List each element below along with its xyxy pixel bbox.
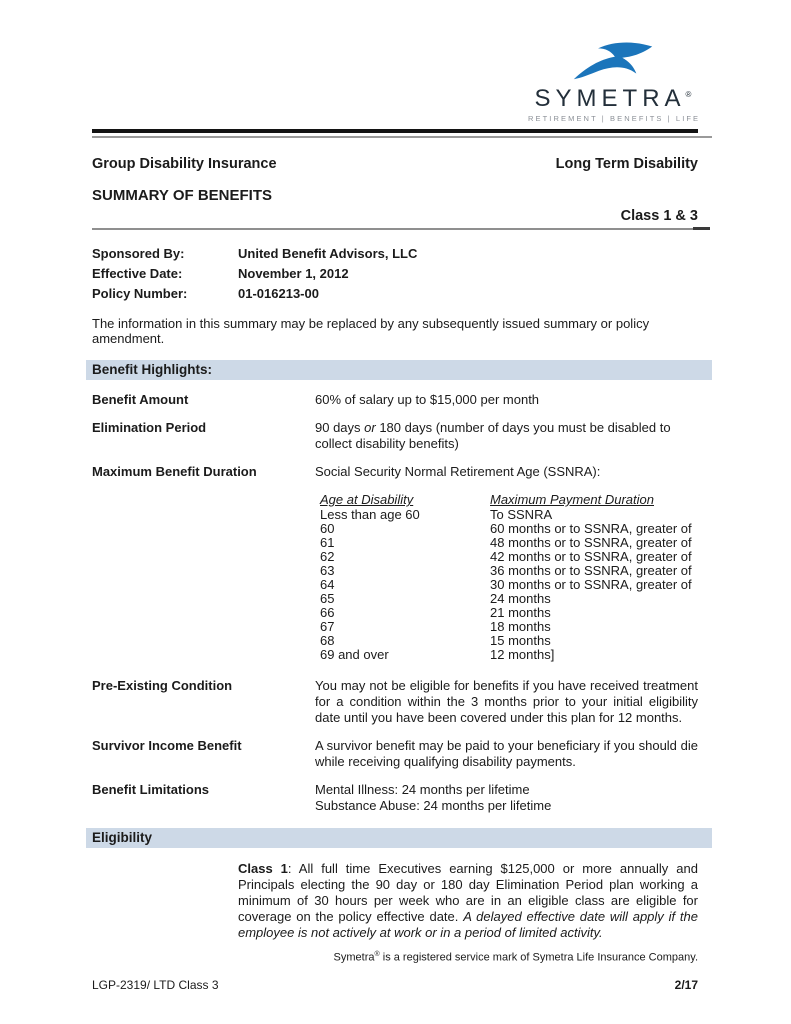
duration-table-row bbox=[320, 648, 698, 662]
pre-existing-condition-row bbox=[92, 678, 698, 726]
product-title-row bbox=[92, 156, 698, 172]
elimination-period-row bbox=[92, 420, 698, 452]
pre-existing-condition-value: You may not be eligible for benefits if you have received treatment for a condition within the 3 months prior to your initial eligibility date until you have been covered under this plan for 12 months. bbox=[315, 678, 698, 725]
symetra-bird-icon bbox=[567, 40, 659, 82]
policy-row-sponsor bbox=[92, 244, 698, 264]
policy-row-effective-date bbox=[92, 264, 698, 284]
effective-date-value: November 1, 2012 bbox=[238, 266, 349, 281]
age-header-text: Age at Disability bbox=[320, 492, 414, 507]
duration-cell: 12 months] bbox=[490, 647, 555, 662]
policy-row-policy-number bbox=[92, 284, 698, 304]
duration-table-row bbox=[320, 606, 698, 620]
age-header-cell bbox=[320, 492, 490, 507]
duration-cell: 30 months or to SSNRA, greater of bbox=[490, 577, 692, 592]
age-cell: 68 bbox=[320, 633, 335, 648]
elimination-period-value bbox=[315, 420, 698, 452]
duration-table bbox=[320, 492, 698, 662]
brand-tagline: RETIREMENT | BENEFITS | LIFE bbox=[528, 114, 701, 123]
age-cell: 66 bbox=[320, 605, 335, 620]
duration-header-text: Maximum Payment Duration bbox=[490, 492, 654, 507]
age-cell: Less than age 60 bbox=[320, 507, 420, 522]
benefit-limitations-label: Benefit Limitations bbox=[92, 782, 210, 797]
benefit-amount-value: 60% of salary up to $15,000 per month bbox=[315, 392, 540, 407]
duration-table-row bbox=[320, 620, 698, 634]
class-rule bbox=[92, 228, 698, 230]
duration-header-cell bbox=[490, 492, 698, 507]
duration-cell: 48 months or to SSNRA, greater of bbox=[490, 535, 692, 550]
duration-table-row bbox=[320, 550, 698, 564]
duration-table-row bbox=[320, 508, 698, 522]
substance-abuse-limit: Substance Abuse: 24 months per lifetime bbox=[315, 798, 552, 813]
class1-text: : All full time Executives earning $125,000 or more annually and Principals electing the 90 day or 180 day Elimination Period plan working a minimum of 30 hours per week who are in an eligible class are eligible for coverage on the policy effective date. bbox=[238, 861, 698, 924]
class-label-row bbox=[92, 209, 698, 224]
trademark-footnote bbox=[92, 949, 698, 964]
duration-cell: 21 months bbox=[490, 605, 551, 620]
age-cell: 64 bbox=[320, 577, 335, 592]
class1-eligibility-paragraph bbox=[238, 861, 698, 941]
duration-cell: 18 months bbox=[490, 619, 551, 634]
product-title-right: Long Term Disability bbox=[555, 156, 698, 172]
page-number: 2/17 bbox=[674, 978, 698, 992]
age-cell: 61 bbox=[320, 535, 335, 550]
footnote-text: is a registered service mark of Symetra Life Insurance Company. bbox=[379, 951, 698, 964]
duration-table-row bbox=[320, 536, 698, 550]
age-cell: 62 bbox=[320, 549, 335, 564]
survivor-income-benefit-row bbox=[92, 738, 698, 770]
benefit-limitations-row bbox=[92, 782, 698, 814]
duration-table-row bbox=[320, 522, 698, 536]
summary-title: SUMMARY OF BENEFITS bbox=[92, 187, 273, 204]
class1-delayed-note: A delayed effective date will apply if the employee is not actively at work or in a period of limited activity. bbox=[238, 909, 698, 940]
pre-existing-condition-label: Pre-Existing Condition bbox=[92, 678, 233, 693]
duration-cell: 42 months or to SSNRA, greater of bbox=[490, 549, 692, 564]
footnote-registered-mark: ® bbox=[374, 951, 380, 958]
brand-text: SYMETRA bbox=[534, 85, 686, 112]
symetra-logo bbox=[528, 40, 701, 124]
page-footer bbox=[92, 978, 698, 992]
footnote-brand: Symetra bbox=[333, 951, 375, 964]
top-rule-gray bbox=[92, 136, 712, 138]
duration-cell: To SSNRA bbox=[490, 507, 553, 522]
maximum-benefit-duration-value: Social Security Normal Retirement Age (SSNRA): bbox=[315, 464, 601, 479]
elimination-period-label: Elimination Period bbox=[92, 420, 207, 435]
benefit-amount-row bbox=[92, 392, 698, 408]
form-number: LGP-2319/ LTD Class 3 bbox=[92, 978, 219, 992]
benefit-amount-label: Benefit Amount bbox=[92, 392, 189, 407]
sponsored-by-value: United Benefit Advisors, LLC bbox=[238, 246, 418, 261]
top-rule-black bbox=[92, 129, 698, 133]
age-cell: 67 bbox=[320, 619, 335, 634]
class-label: Class 1 & 3 bbox=[620, 208, 698, 224]
duration-table-row bbox=[320, 564, 698, 578]
product-title-left: Group Disability Insurance bbox=[92, 156, 277, 172]
duration-table-row bbox=[320, 578, 698, 592]
maximum-benefit-duration-row bbox=[92, 464, 698, 480]
effective-date-label: Effective Date: bbox=[92, 266, 183, 281]
duration-table-header bbox=[320, 492, 698, 507]
duration-cell: 60 months or to SSNRA, greater of bbox=[490, 521, 692, 536]
age-cell: 65 bbox=[320, 591, 335, 606]
elimination-value-end: 180 days (number of days you must be disabled to collect disability benefits) bbox=[315, 420, 671, 451]
survivor-income-benefit-label: Survivor Income Benefit bbox=[92, 738, 242, 753]
age-cell: 60 bbox=[320, 521, 335, 536]
duration-table-row bbox=[320, 634, 698, 648]
age-cell: 63 bbox=[320, 563, 335, 578]
policy-number-value: 01-016213-00 bbox=[238, 286, 319, 301]
policy-number-label: Policy Number: bbox=[92, 286, 188, 301]
class-underline-dash bbox=[693, 227, 710, 230]
duration-cell: 36 months or to SSNRA, greater of bbox=[490, 563, 692, 578]
age-cell: 69 and over bbox=[320, 647, 389, 662]
mental-illness-limit: Mental Illness: 24 months per lifetime bbox=[315, 782, 530, 797]
elimination-value-or: or bbox=[364, 420, 376, 435]
elimination-value-start: 90 days bbox=[315, 420, 365, 435]
eligibility-banner: Eligibility bbox=[86, 828, 712, 848]
policy-info bbox=[92, 244, 698, 304]
replacement-notice: The information in this summary may be replaced by any subsequently issued summary or policy amendment. bbox=[92, 316, 650, 346]
benefit-limitations-value bbox=[315, 782, 698, 814]
maximum-benefit-duration-label: Maximum Benefit Duration bbox=[92, 464, 257, 479]
survivor-income-benefit-value: A survivor benefit may be paid to your beneficiary if you should die while receiving qualifying disability payments. bbox=[315, 738, 698, 769]
duration-cell: 24 months bbox=[490, 591, 551, 606]
duration-table-row bbox=[320, 592, 698, 606]
brand-wordmark bbox=[528, 82, 698, 111]
class1-label: Class 1 bbox=[238, 861, 288, 876]
sponsored-by-label: Sponsored By: bbox=[92, 246, 185, 261]
duration-cell: 15 months bbox=[490, 633, 551, 648]
registered-mark: ® bbox=[685, 90, 692, 99]
benefit-highlights-banner: Benefit Highlights: bbox=[86, 360, 712, 380]
